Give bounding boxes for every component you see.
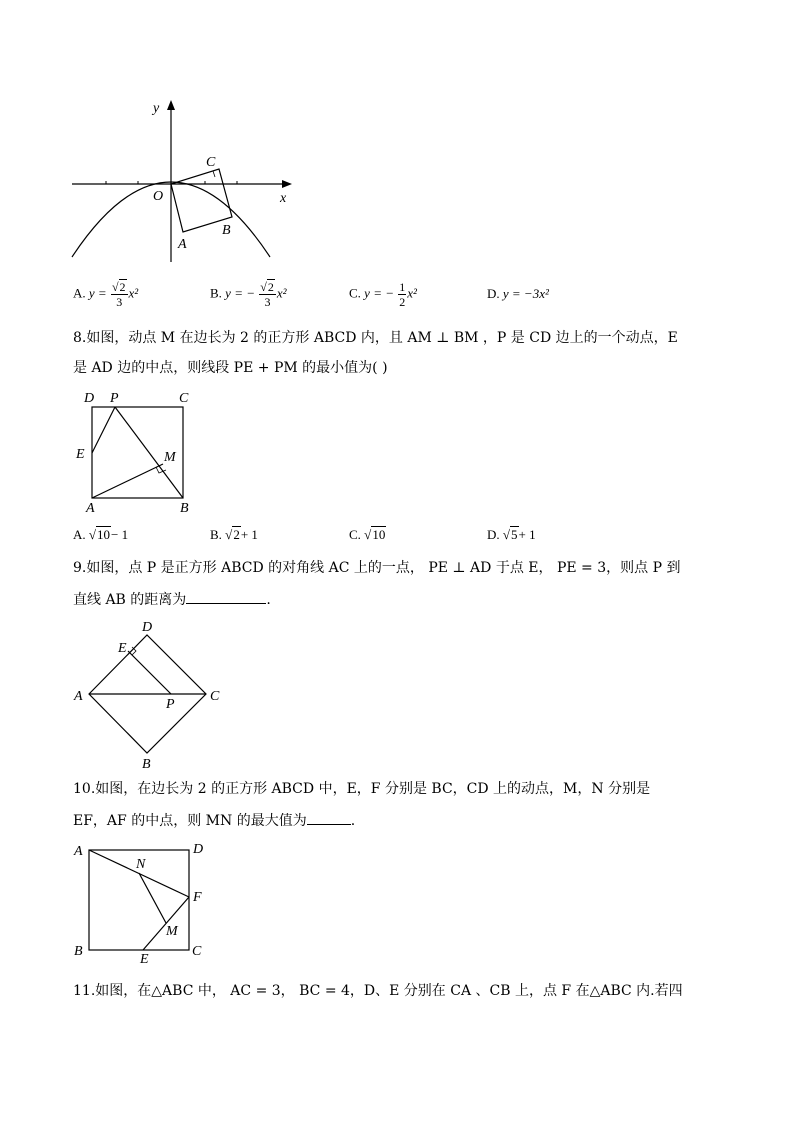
q10-text-line2: EF，AF 的中点，则 MN 的最大值为 <box>73 813 307 829</box>
q9-figure <box>70 616 230 772</box>
q9-label-D: D <box>142 620 153 635</box>
q7-label-A: A <box>178 237 187 252</box>
q8-option-a: A. √10− 1 <box>73 527 129 542</box>
q8-label-E: E <box>76 447 85 462</box>
q10-label-F: F <box>193 890 202 905</box>
q7-option-c: C. y = − $\frac{1}{2}$ x² <box>349 280 417 309</box>
q8-option-c: C. √10 <box>349 527 386 542</box>
q9-label-P: P <box>166 697 175 712</box>
q9-label-B: B <box>142 757 151 772</box>
q8-option-b: B. √2+ 1 <box>210 527 258 542</box>
q10-figure <box>70 838 220 966</box>
q9-label-E: E <box>118 641 127 656</box>
q10-label-M: M <box>166 924 178 939</box>
q7-label-x: x <box>280 191 287 206</box>
q9-label-C: C <box>210 689 220 704</box>
q10-text-line2-wrap <box>73 810 355 831</box>
q9-text-line2-end: . <box>266 592 271 608</box>
q8-text-line2: 是 AD 边的中点，则线段 PE + PM 的最小值为( ) <box>73 360 388 376</box>
q8-text-line1: 8.如图，动点 M 在边长为 2 的正方形 ABCD 内，且 AM ⊥ BM ，P 是 CD 边上的一个动点，E <box>73 330 678 346</box>
q10-text-line2-end: . <box>350 813 356 829</box>
q7-figure <box>60 92 310 272</box>
q8-label-A: A <box>86 501 95 516</box>
q9-label-A: A <box>74 689 83 704</box>
q7-label-C: C <box>206 155 216 170</box>
q9-answer-blank[interactable] <box>186 589 266 604</box>
q8-figure <box>72 388 202 516</box>
q10-label-A: A <box>74 844 83 859</box>
q10-label-E: E <box>140 952 149 966</box>
q7-option-d: D. y = −3x² <box>487 286 549 301</box>
q10-answer-blank[interactable] <box>307 810 351 825</box>
q10-label-D: D <box>193 842 204 857</box>
q8-option-d: D. √5+ 1 <box>487 527 536 542</box>
q10-label-B: B <box>74 944 83 959</box>
q8-label-D: D <box>84 391 95 406</box>
q9-text-line2: 直线 AB 的距离为 <box>73 592 187 608</box>
q7-label-O: O <box>153 189 164 204</box>
q10-text-line1: 10.如图，在边长为 2 的正方形 ABCD 中，E，F 分别是 BC，CD 上的动点，M，N 分别是 <box>73 781 651 797</box>
q7-label-y: y <box>153 101 160 116</box>
q7-label-B: B <box>222 223 231 238</box>
q8-label-C: C <box>179 391 189 406</box>
q7-option-a: A. y = $\frac{√2}{3}$ x² <box>73 280 139 309</box>
q11-text-line1: 11.如图，在△ABC 中， AC = 3， BC = 4，D、E 分别在 CA 、CB 上，点 F 在△ABC 内.若四 <box>73 983 683 999</box>
q10-label-C: C <box>192 944 202 959</box>
q8-label-P: P <box>110 391 119 406</box>
q7-option-b: B. y = − $\frac{√2}{3}$ x² <box>210 280 287 309</box>
q10-label-N: N <box>136 857 146 872</box>
q9-text-line2-wrap <box>73 589 271 610</box>
q8-label-M: M <box>164 450 176 465</box>
q8-label-B: B <box>180 501 189 516</box>
q9-text-line1: 9.如图，点 P 是正方形 ABCD 的对角线 AC 上的一点， PE ⊥ AD 于点 E， PE = 3，则点 P 到 <box>73 560 681 576</box>
